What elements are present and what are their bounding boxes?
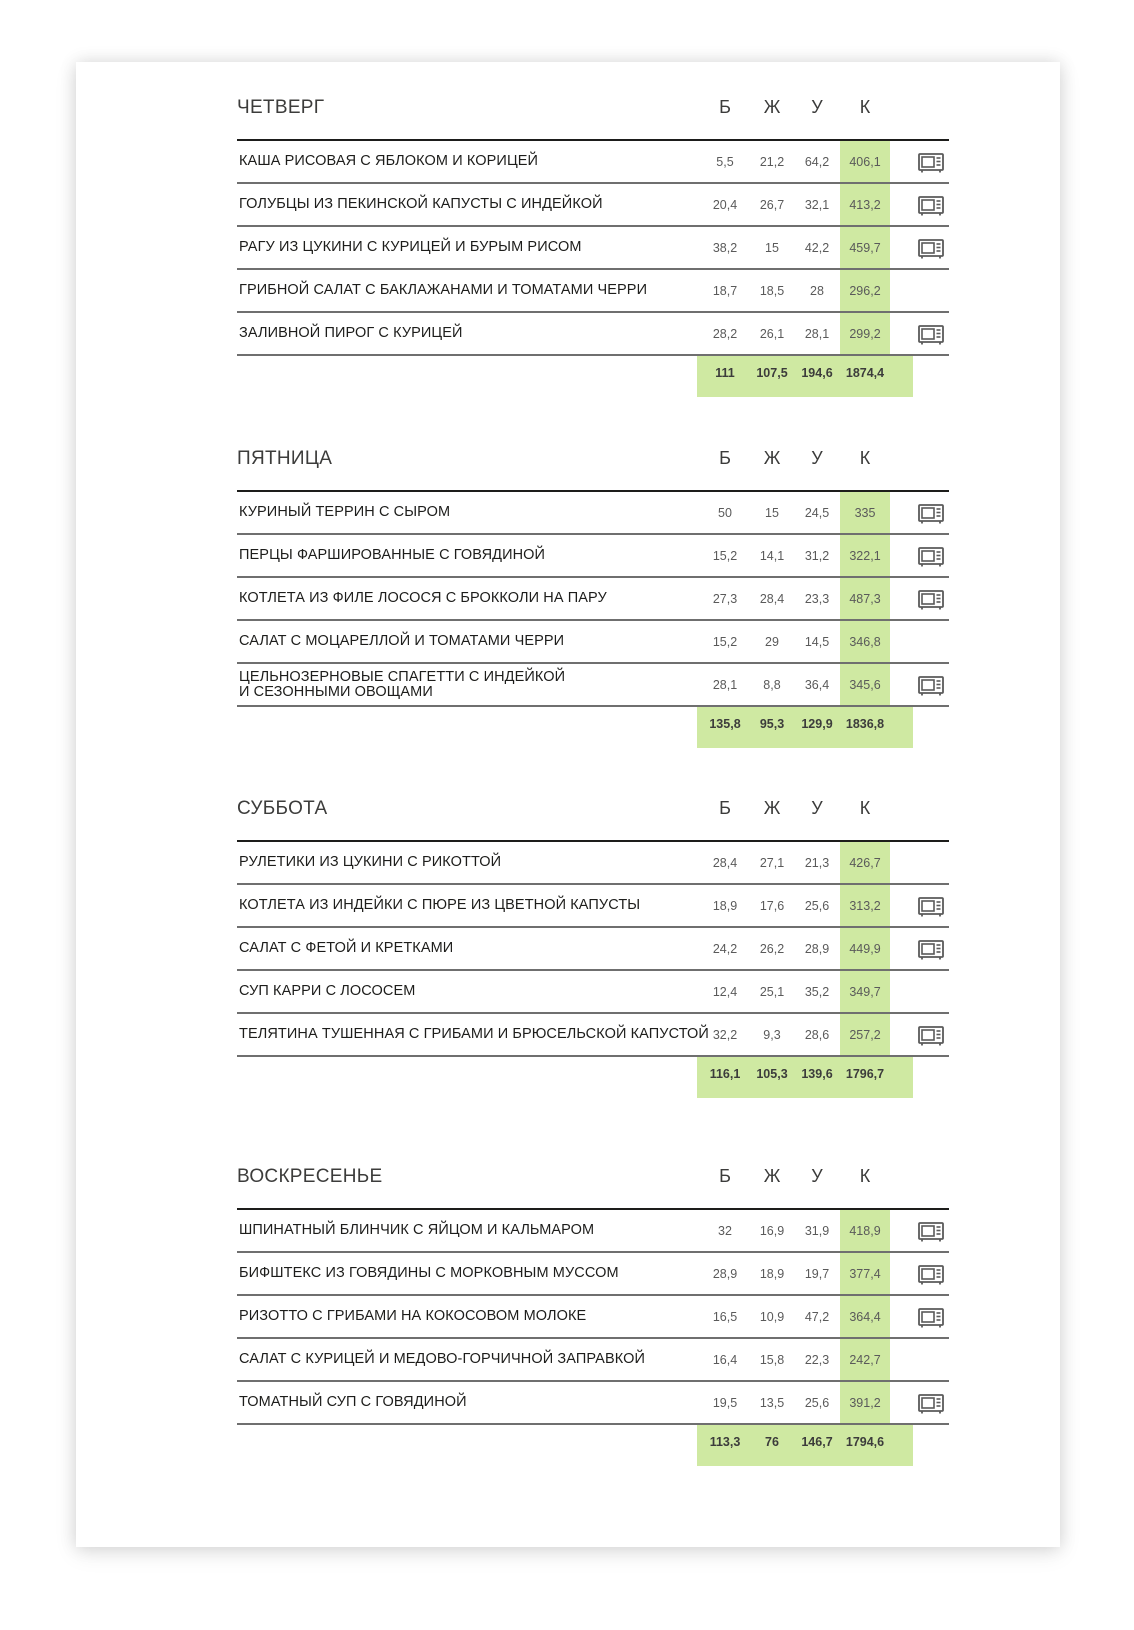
value-b: 28,9 (712, 1266, 738, 1281)
dish-name: КАША РИСОВАЯ С ЯБЛОКОМ И КОРИЦЕЙ (239, 153, 539, 169)
microwave-icon (918, 1265, 944, 1285)
dish-name: КУРИНЫЙ ТЕРРИН С СЫРОМ (239, 504, 451, 520)
dish-name: ТЕЛЯТИНА ТУШЕННАЯ С ГРИБАМИ И БРЮСЕЛЬСКОЙ КАПУСТОЙ (239, 1026, 709, 1042)
column-header: К (859, 1166, 871, 1186)
microwave-icon (918, 1026, 944, 1046)
value-zh: 26,7 (759, 197, 785, 212)
totals-row (237, 1425, 949, 1466)
dish-name: КОТЛЕТА ИЗ ИНДЕЙКИ С ПЮРЕ ИЗ ЦВЕТНОЙ КАПУСТЫ (239, 897, 641, 913)
value-k: 242,7 (840, 1339, 890, 1380)
day-title: ЧЕТВЕРГ (237, 97, 325, 118)
dish-row (237, 492, 949, 535)
value-k: 349,7 (840, 971, 890, 1012)
total-u: 146,7 (801, 1435, 833, 1449)
dish-name: ЗАЛИВНОЙ ПИРОГ С КУРИЦЕЙ (239, 325, 463, 341)
dish-row (237, 1014, 949, 1057)
column-header: Ж (763, 97, 781, 117)
value-k: 313,2 (840, 885, 890, 926)
value-k: 299,2 (840, 313, 890, 354)
value-u: 24,5 (804, 505, 830, 520)
microwave-icon (918, 547, 944, 567)
dish-row (237, 1296, 949, 1339)
value-u: 28,9 (804, 941, 830, 956)
value-zh: 15 (765, 505, 779, 520)
value-zh: 25,1 (759, 984, 785, 999)
value-b: 16,5 (712, 1309, 738, 1324)
value-k: 364,4 (840, 1296, 890, 1337)
value-k: 345,6 (840, 664, 890, 705)
value-zh: 18,5 (759, 283, 785, 298)
dish-row (237, 184, 949, 227)
day-header (237, 1164, 949, 1210)
value-b: 15,2 (712, 634, 738, 649)
value-k: 296,2 (840, 270, 890, 311)
dish-row (237, 928, 949, 971)
value-u: 32,1 (804, 197, 830, 212)
column-header: Ж (763, 448, 781, 468)
value-zh: 13,5 (759, 1395, 785, 1410)
day-section (237, 1164, 949, 1466)
value-u: 31,2 (804, 548, 830, 563)
value-zh: 17,6 (759, 898, 785, 913)
value-zh: 21,2 (759, 154, 785, 169)
value-b: 24,2 (712, 941, 738, 956)
value-u: 36,4 (804, 677, 830, 692)
dish-name: БИФШТЕКС ИЗ ГОВЯДИНЫ С МОРКОВНЫМ МУССОМ (239, 1265, 619, 1281)
column-header: Б (719, 1166, 731, 1186)
value-u: 19,7 (804, 1266, 830, 1281)
dish-name: РИЗОТТО С ГРИБАМИ НА КОКОСОВОМ МОЛОКЕ (239, 1308, 587, 1324)
value-u: 47,2 (804, 1309, 830, 1324)
column-header: У (811, 798, 823, 818)
value-zh: 28,4 (759, 591, 785, 606)
dish-row (237, 1253, 949, 1296)
value-b: 28,2 (712, 326, 738, 341)
dish-row (237, 313, 949, 356)
dish-row (237, 664, 949, 707)
total-zh: 105,3 (756, 1067, 788, 1081)
day-header (237, 796, 949, 842)
microwave-icon (918, 196, 944, 216)
dish-name: РУЛЕТИКИ ИЗ ЦУКИНИ С РИКОТТОЙ (239, 854, 502, 870)
day-title: ПЯТНИЦА (237, 448, 333, 469)
value-k: 257,2 (840, 1014, 890, 1055)
column-header: Ж (763, 798, 781, 818)
totals-row (237, 707, 949, 748)
dish-row (237, 535, 949, 578)
value-b: 32 (718, 1223, 732, 1238)
value-k: 449,9 (840, 928, 890, 969)
day-section (237, 446, 949, 748)
value-u: 35,2 (804, 984, 830, 999)
total-zh: 76 (765, 1435, 779, 1449)
total-u: 129,9 (801, 717, 833, 731)
value-u: 14,5 (804, 634, 830, 649)
total-b: 135,8 (709, 717, 741, 731)
value-b: 38,2 (712, 240, 738, 255)
dish-row (237, 141, 949, 184)
column-header: К (859, 448, 871, 468)
value-k: 487,3 (840, 578, 890, 619)
column-header: Б (719, 97, 731, 117)
value-u: 25,6 (804, 1395, 830, 1410)
value-b: 12,4 (712, 984, 738, 999)
microwave-icon (918, 940, 944, 960)
value-u: 28,6 (804, 1027, 830, 1042)
value-k: 426,7 (840, 842, 890, 883)
value-b: 28,4 (712, 855, 738, 870)
dish-row (237, 971, 949, 1014)
value-k: 322,1 (840, 535, 890, 576)
column-header: Ж (763, 1166, 781, 1186)
column-header: Б (719, 798, 731, 818)
dish-name: САЛАТ С ФЕТОЙ И КРЕТКАМИ (239, 940, 454, 956)
value-zh: 9,3 (763, 1027, 781, 1042)
dish-name: СУП КАРРИ С ЛОСОСЕМ (239, 983, 416, 999)
microwave-icon (918, 1394, 944, 1414)
value-k: 391,2 (840, 1382, 890, 1423)
total-k: 1836,8 (845, 717, 885, 731)
column-header: К (859, 798, 871, 818)
microwave-icon (918, 590, 944, 610)
value-zh: 27,1 (759, 855, 785, 870)
dish-row (237, 1210, 949, 1253)
total-u: 194,6 (801, 366, 833, 380)
dish-row (237, 621, 949, 664)
dish-name: ПЕРЦЫ ФАРШИРОВАННЫЕ С ГОВЯДИНОЙ (239, 547, 546, 563)
value-b: 20,4 (712, 197, 738, 212)
dish-name: САЛАТ С КУРИЦЕЙ И МЕДОВО-ГОРЧИЧНОЙ ЗАПРАВКОЙ (239, 1351, 645, 1367)
value-b: 50 (718, 505, 732, 520)
value-b: 15,2 (712, 548, 738, 563)
value-b: 18,9 (712, 898, 738, 913)
total-b: 113,3 (709, 1435, 741, 1449)
dish-row (237, 578, 949, 621)
total-b: 111 (715, 366, 735, 380)
microwave-icon (918, 897, 944, 917)
microwave-icon (918, 325, 944, 345)
value-u: 28,1 (804, 326, 830, 341)
column-header: У (811, 448, 823, 468)
value-k: 413,2 (840, 184, 890, 225)
value-zh: 15,8 (759, 1352, 785, 1367)
day-header (237, 95, 949, 141)
value-k: 406,1 (840, 141, 890, 182)
value-zh: 26,1 (759, 326, 785, 341)
dish-name: ШПИНАТНЫЙ БЛИНЧИК С ЯЙЦОМ И КАЛЬМАРОМ (239, 1222, 595, 1238)
microwave-icon (918, 153, 944, 173)
totals-row (237, 1057, 949, 1098)
day-section (237, 95, 949, 397)
dish-row (237, 1382, 949, 1425)
total-k: 1796,7 (845, 1067, 885, 1081)
microwave-icon (918, 1308, 944, 1328)
value-zh: 10,9 (759, 1309, 785, 1324)
value-u: 42,2 (804, 240, 830, 255)
total-k: 1794,6 (845, 1435, 885, 1449)
value-u: 23,3 (804, 591, 830, 606)
value-b: 19,5 (712, 1395, 738, 1410)
value-u: 28 (810, 283, 824, 298)
value-u: 31,9 (804, 1223, 830, 1238)
dish-row (237, 885, 949, 928)
value-b: 27,3 (712, 591, 738, 606)
dish-name: ТОМАТНЫЙ СУП С ГОВЯДИНОЙ (239, 1394, 467, 1410)
dish-row (237, 270, 949, 313)
microwave-icon (918, 504, 944, 524)
value-u: 25,6 (804, 898, 830, 913)
column-header: К (859, 97, 871, 117)
microwave-icon (918, 1222, 944, 1242)
value-b: 32,2 (712, 1027, 738, 1042)
value-zh: 16,9 (759, 1223, 785, 1238)
value-b: 18,7 (712, 283, 738, 298)
total-u: 139,6 (801, 1067, 833, 1081)
totals-row (237, 356, 949, 397)
dish-name: ГРИБНОЙ САЛАТ С БАКЛАЖАНАМИ И ТОМАТАМИ ЧЕРРИ (239, 282, 648, 298)
dish-name: КОТЛЕТА ИЗ ФИЛЕ ЛОСОСЯ С БРОККОЛИ НА ПАРУ (239, 590, 607, 606)
value-u: 21,3 (804, 855, 830, 870)
dish-row (237, 227, 949, 270)
value-zh: 15 (765, 240, 779, 255)
microwave-icon (918, 676, 944, 696)
value-zh: 18,9 (759, 1266, 785, 1281)
value-zh: 26,2 (759, 941, 785, 956)
column-header: Б (719, 448, 731, 468)
value-b: 16,4 (712, 1352, 738, 1367)
value-k: 377,4 (840, 1253, 890, 1294)
value-u: 22,3 (804, 1352, 830, 1367)
dish-row (237, 1339, 949, 1382)
value-k: 335 (840, 492, 890, 533)
microwave-icon (918, 239, 944, 259)
value-k: 459,7 (840, 227, 890, 268)
value-zh: 8,8 (763, 677, 781, 692)
value-k: 346,8 (840, 621, 890, 662)
total-zh: 107,5 (756, 366, 788, 380)
value-u: 64,2 (804, 154, 830, 169)
dish-name: ЦЕЛЬНОЗЕРНОВЫЕ СПАГЕТТИ С ИНДЕЙКОЙ И СЕЗОННЫМИ ОВОЩАМИ (239, 668, 566, 700)
day-header (237, 446, 949, 492)
total-k: 1874,4 (845, 366, 885, 380)
value-b: 5,5 (716, 154, 734, 169)
total-zh: 95,3 (759, 717, 785, 731)
column-header: У (811, 97, 823, 117)
column-header: У (811, 1166, 823, 1186)
dish-name: РАГУ ИЗ ЦУКИНИ С КУРИЦЕЙ И БУРЫМ РИСОМ (239, 239, 582, 255)
value-b: 28,1 (712, 677, 738, 692)
value-zh: 14,1 (759, 548, 785, 563)
value-zh: 29 (765, 634, 779, 649)
dish-row (237, 842, 949, 885)
dish-name: САЛАТ С МОЦАРЕЛЛОЙ И ТОМАТАМИ ЧЕРРИ (239, 633, 565, 649)
day-title: ВОСКРЕСЕНЬЕ (237, 1166, 383, 1187)
value-k: 418,9 (840, 1210, 890, 1251)
dish-name: ГОЛУБЦЫ ИЗ ПЕКИНСКОЙ КАПУСТЫ С ИНДЕЙКОЙ (239, 196, 603, 212)
day-section (237, 796, 949, 1098)
day-title: СУББОТА (237, 798, 328, 819)
total-b: 116,1 (709, 1067, 741, 1081)
